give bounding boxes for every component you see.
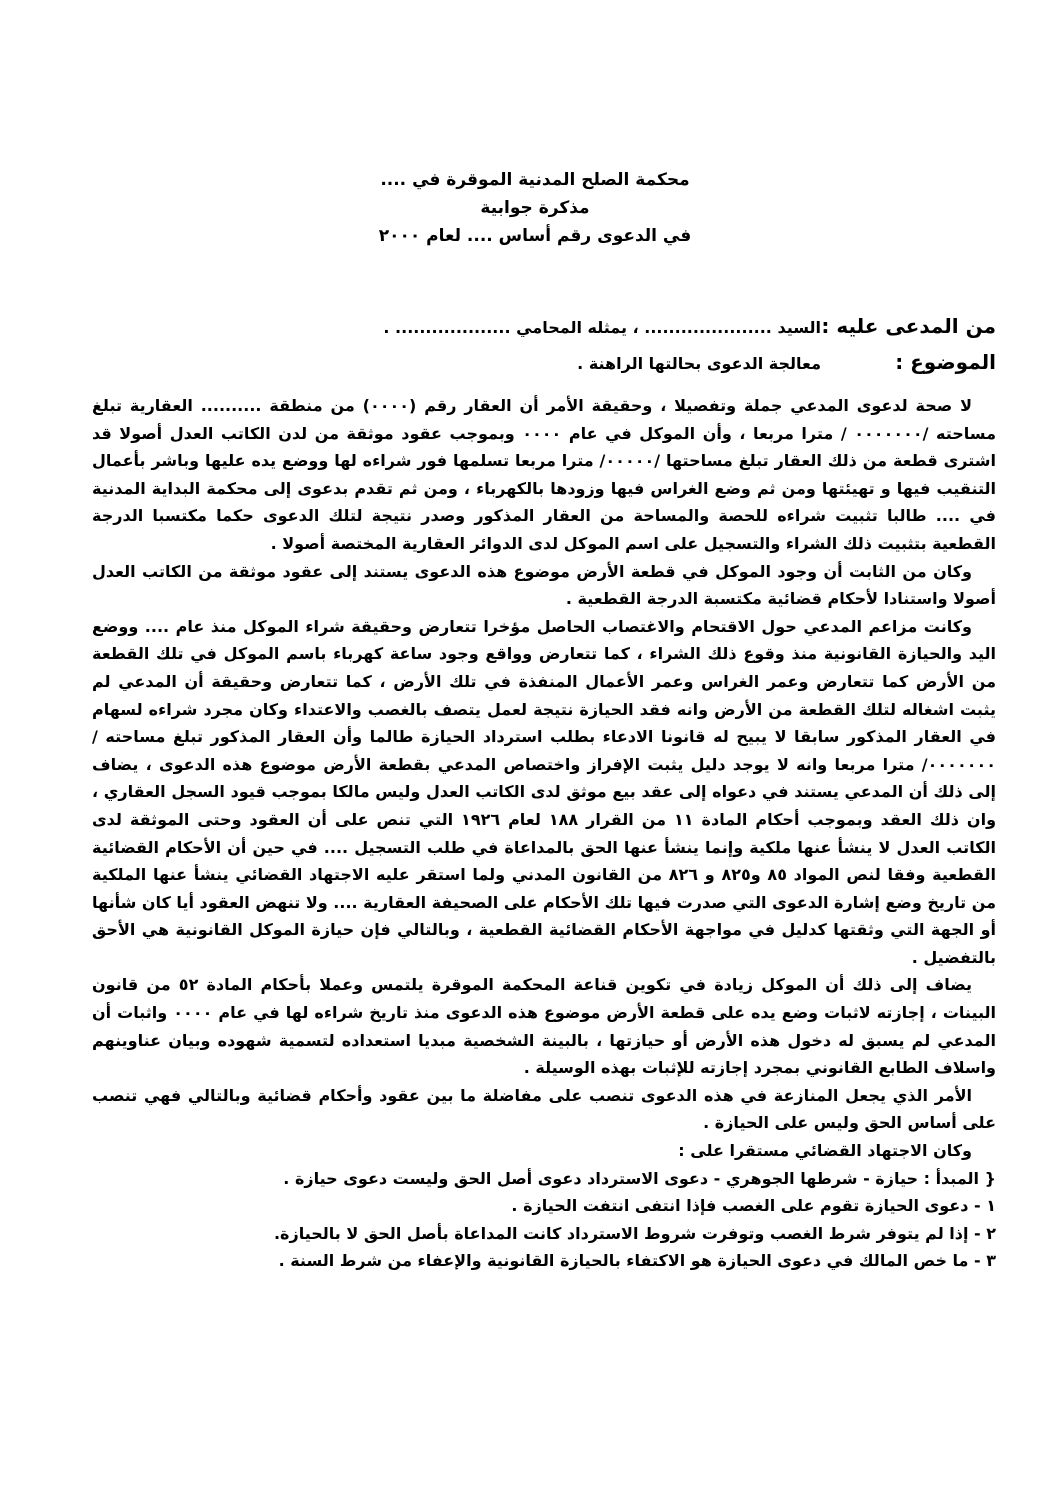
principle-item: ٢ - إذا لم يتوفر شرط الغصب وتوفرت شروط الاسترداد كانت المداعاة بأصل الحق لا بالحيازة.: [273, 1223, 996, 1243]
principle-line: { المبدأ : حيازة - شرطها الجوهري - دعوى الاسترداد دعوى أصل الحق وليست دعوى حيازة .: [283, 1168, 996, 1188]
party-value: السيد ..................... ، يمثله المحامي ................... .: [383, 318, 821, 337]
case-number: في الدعوى رقم أساس .... لعام ٢٠٠٠: [378, 226, 692, 246]
paragraph: وكان من الثابت أن وجود الموكل في قطعة الأرض موضوع هذه الدعوى يستند إلى عقود موثقة من الكاتب العدل أصولا واستنادا لأحكام قضائية مكتسبة الدرجة القطعية .: [92, 561, 996, 609]
paragraph: الأمر الذي يجعل المنازعة في هذه الدعوى تنصب على مفاضلة ما بين عقود وأحكام قضائية وبالتالي فهي تنصب على أساس الحق وليس على الحيازة .: [92, 1085, 996, 1133]
principle-item: ١ - دعوى الحيازة تقوم على الغصب فإذا انتفى انتفت الحيازة .: [511, 1196, 996, 1216]
paragraph: لا صحة لدعوى المدعي جملة وتفصيلا ، وحقيقة الأمر أن العقار رقم (٠٠٠٠) من منطقة .......... العقارية تبلغ مساحته /٠٠٠٠٠٠٠ / مترا مربعا ، وأن الموكل في عام ٠٠٠٠ وبموجب عقود موثقة من لدن الكاتب العدل أصولا قد اشترى قطعة من ذلك العقار تبلغ مساحتها /٠٠٠٠٠/ مترا مربعا تسلمها فور شراءه لها ووضع يده عليها وباشر بأعمال التنقيب فيها و تهيئتها ومن ثم وضع الغراس فيها وزودها بالكهرباء ، ومن ثم تقدم بدعوى إلى محكمة البداية المدنية في .... طالبا تثبيت شراءه للحصة والمساحة من العقار المذكور وصدر نتيجة لتلك الدعوى حكما مكتسبا الدرجة القطعية بتثبيت ذلك الشراء والتسجيل على اسم الموكل لدى الدوائر العقارية المختصة أصولا .: [92, 396, 996, 553]
party-label: من المدعى عليه :: [821, 314, 996, 338]
paragraph: وكانت مزاعم المدعي حول الاقتحام والاغتصاب الحاصل مؤخرا تتعارض وحقيقة شراء الموكل منذ عام .... ووضع اليد والحيازة القانونية منذ وقوع ذلك الشراء ، كما تتعارض وواقع وجود ساعة كهرباء باسم الموكل في تلك القطعة من الأرض كما تتعارض وعمر الغراس وعمر الأعمال المنفذة في تلك الأرض ، كما تتعارض وحقيقة أن المدعي لم يثبت اشغاله لتلك القطعة من الأرض وانه فقد الحيازة نتيجة لعمل يتصف بالغصب والاعتداء وكان مجرد شراءه لسهام في العقار المذكور سابقا لا يبيح له قانونا الادعاء بطلب استرداد الحيازة طالما وأن العقار المذكور تبلغ مساحته /٠٠٠٠٠٠٠/ مترا مربعا وانه لا يوجد دليل يثبت الإفراز واختصاص المدعي بقطعة الأرض موضوع هذه الدعوى ، يضاف إلى ذلك أن المدعي يستند في دعواه إلى عقد بيع موثق لدى الكاتب العدل وليس مالكا بموجب قيود السجل العقاري ، وان ذلك العقد وبموجب أحكام المادة ١١ من القرار ١٨٨ لعام ١٩٢٦ التي تنص على أن العقود وحتى الموثقة لدى الكاتب العدل لا ينشأ عنها ملكية وإنما ينشأ عنها الحق بالمداعاة في طلب التسجيل .... في حين أن الأحكام القضائية القطعية وفقا لنص المواد ٨٥ و٨٢٥ و ٨٢٦ من القانون المدني ولما استقر عليه الاجتهاد القضائي ينشأ عنها الملكية من تاريخ وضع إشارة الدعوى التي صدرت فيها تلك الأحكام على الصحيفة العقارية .... ولا تنهض العقود أيا كان شأنها أو الجهة التي وثقتها كدليل في مواجهة الأحكام القضائية القطعية ، وبالتالي فإن حيازة الموكل القانونية هي الأحق بالتفضيل .: [92, 616, 997, 967]
subject-label: الموضوع :: [895, 350, 996, 374]
principle-item: ٣ - ما خص المالك في دعوى الحيازة هو الاكتفاء بالحيازة القانونية والإعفاء من شرط السنة .: [278, 1251, 996, 1271]
paragraph: وكان الاجتهاد القضائي مستقرا على :: [678, 1141, 972, 1161]
document-body: [92, 392, 996, 1275]
document-type: مذكرة جوابية: [480, 198, 590, 218]
subject-value: معالجة الدعوى بحالتها الراهنة .: [577, 354, 821, 373]
paragraph: يضاف إلى ذلك أن الموكل زيادة في تكوين قناعة المحكمة الموقرة يلتمس وعملا بأحكام المادة ٥٢ من قانون البينات ، إجازته لاثبات وضع يده على قطعة الأرض موضوع هذه الدعوى منذ تاريخ شراءه لها في عام ٠٠٠٠ واثبات أن المدعي لم يسبق له دخول هذه الأرض أو حيازتها ، بالبينة الشخصية مبديا استعداده لتسمية شهوده وبيان عناوينهم واسلاف الطابع القانوني بمجرد إجازته للإثبات بهذه الوسيلة .: [92, 975, 996, 1078]
document-header: [200, 166, 870, 250]
party-line: [60, 314, 996, 338]
court-name: محكمة الصلح المدنية الموقرة في ....: [380, 170, 690, 190]
subject-line: [60, 350, 996, 374]
